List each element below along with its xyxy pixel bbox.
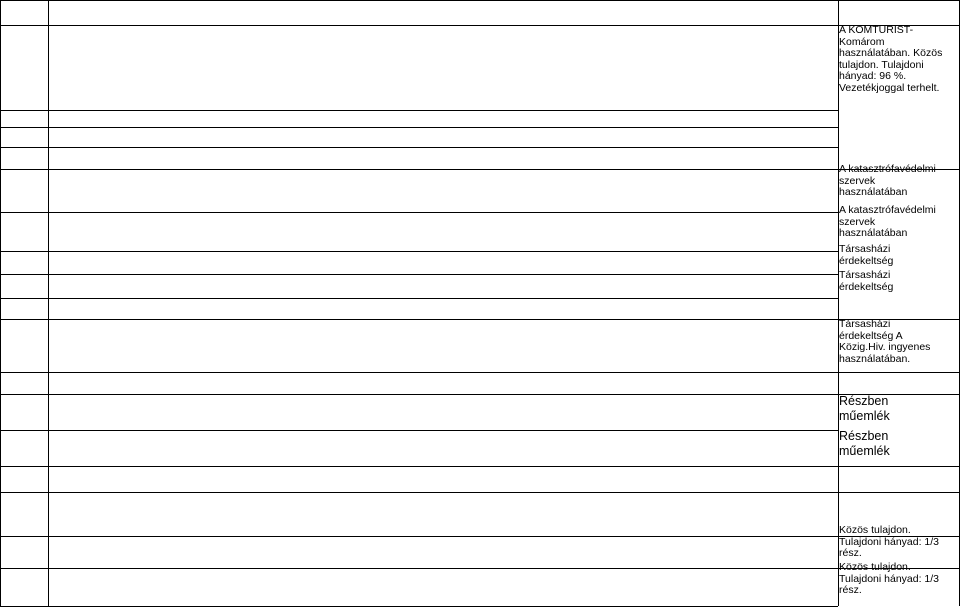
note-line: érdekeltség xyxy=(839,280,894,293)
left-border xyxy=(0,0,1,606)
cell-note xyxy=(839,525,958,560)
row-divider xyxy=(0,394,960,395)
note-line: érdekeltség A xyxy=(839,329,903,342)
note-line: A katasztrófavédelmi xyxy=(839,204,936,216)
row-divider xyxy=(0,372,960,373)
note-line: használatában. xyxy=(839,352,911,365)
note-line: Tulajdoni hányad: 1/3 xyxy=(839,572,940,585)
cell-note xyxy=(839,429,958,459)
row-divider xyxy=(0,274,838,275)
cell-note xyxy=(839,164,958,199)
cell-note xyxy=(839,25,958,95)
note-line: műemlék xyxy=(839,444,890,458)
row-divider xyxy=(0,169,960,170)
note-line: Komárom xyxy=(839,35,885,48)
row-divider xyxy=(0,25,960,26)
cell-note xyxy=(839,562,958,597)
row-divider xyxy=(0,127,838,128)
note-line: hányad: 96 %. xyxy=(839,70,907,83)
note-line: Társasházi xyxy=(839,318,891,330)
note-line: érdekeltség xyxy=(839,254,894,267)
note-column-divider xyxy=(838,0,839,606)
row-divider xyxy=(0,147,838,148)
row-divider xyxy=(0,568,960,569)
row-divider xyxy=(0,251,838,252)
note-line: A katasztrófavédelmi xyxy=(839,163,936,175)
row-divider xyxy=(0,466,960,467)
note-line: használatában. Közös xyxy=(839,47,943,60)
row-divider xyxy=(0,110,838,111)
note-line: rész. xyxy=(839,547,862,560)
note-line: Társasházi xyxy=(839,269,891,281)
row-divider xyxy=(0,319,960,320)
cell-note xyxy=(839,319,958,365)
note-line: szervek xyxy=(839,174,876,187)
cell-note xyxy=(839,244,958,267)
cell-note xyxy=(839,394,958,424)
note-line: Közig.Hiv. ingyenes xyxy=(839,341,931,354)
note-line: Közös tulajdon. xyxy=(839,524,911,536)
row-divider xyxy=(0,536,960,537)
note-line: tulajdon. Tulajdoni xyxy=(839,58,924,71)
row-divider xyxy=(0,212,838,213)
note-line: rész. xyxy=(839,584,862,597)
note-line: Társasházi xyxy=(839,243,891,255)
row-divider xyxy=(0,298,838,299)
note-line: szervek xyxy=(839,215,876,228)
cell-note xyxy=(839,205,958,240)
note-line: Tulajdoni hányad: 1/3 xyxy=(839,535,940,548)
number-column-divider xyxy=(48,0,49,606)
table-top-border xyxy=(0,0,960,1)
note-line: Részben xyxy=(839,394,889,408)
note-line: Közös tulajdon. xyxy=(839,561,911,573)
note-line: műemlék xyxy=(839,409,890,423)
row-divider xyxy=(0,430,838,431)
cell-note xyxy=(839,270,958,293)
note-line: használatában xyxy=(839,186,908,199)
note-line: Részben xyxy=(839,429,889,443)
note-line: A KOMTURIST- xyxy=(839,24,914,36)
row-divider xyxy=(0,492,960,493)
note-line: használatában xyxy=(839,227,908,240)
note-line: Vezetékjoggal terhelt. xyxy=(839,81,940,94)
